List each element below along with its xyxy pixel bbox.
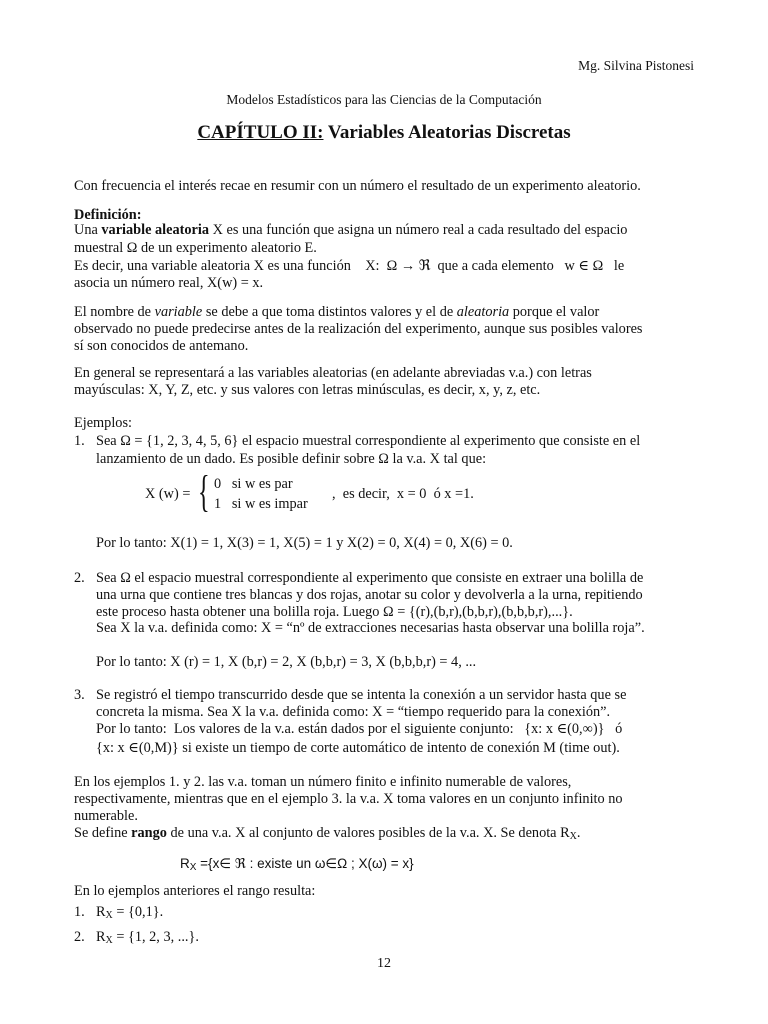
example-3-line-4: {x: x ∈(0,M)} si existe un tiempo de corte automático de intento de conexión M (time out). bbox=[96, 740, 620, 756]
intro-paragraph: Con frecuencia el interés recae en resumir con un número el resultado de un experimento aleatorio. bbox=[74, 178, 641, 194]
example-3-line-2: concreta la misma. Sea X la v.a. definida como: X = “tiempo requerido para la conexión”. bbox=[96, 704, 611, 720]
definition-line-4: asocia un número real, X(w) = x. bbox=[74, 275, 264, 291]
example-3-number: 3. bbox=[74, 687, 85, 703]
definition-line-2: muestral Ω de un experimento aleatorio E. bbox=[74, 240, 317, 256]
range-item-1-number: 1. bbox=[74, 904, 85, 920]
chapter-label: CAPÍTULO II: bbox=[197, 122, 324, 143]
example-2-result: Por lo tanto: X (r) = 1, X (b,r) = 2, X (b,b,r) = 3, X (b,b,b,r) = 4, ... bbox=[96, 654, 477, 670]
range-formula: $R_X$ ={x∈ ℜ : existe un ω∈Ω ; X(ω) = x} bbox=[180, 856, 414, 873]
formula-tail: , es decir, x = 0 ó x =1. bbox=[332, 486, 474, 502]
example-3-line-1: Se registró el tiempo transcurrido desde que se intenta la conexión a un servidor hasta que se bbox=[96, 687, 627, 703]
brace-symbol: { bbox=[198, 467, 210, 516]
example-2-line-4: Sea X la v.a. definida como: X = “nº de extracciones necesarias hasta observar una bolilla roja”. bbox=[96, 620, 645, 636]
examples-heading: Ejemplos: bbox=[74, 415, 132, 431]
author-name: Mg. Silvina Pistonesi bbox=[578, 58, 694, 73]
example-2-line-1: Sea Ω el espacio muestral correspondiente al experimento que consiste en extraer una bolilla de bbox=[96, 570, 644, 586]
example-3-line-3: Por lo tanto: Los valores de la v.a. están dados por el siguiente conjunto: {x: x ∈(0,∞)} ó bbox=[96, 721, 623, 737]
formula-case-2: 1 si w es impar bbox=[214, 496, 308, 512]
example-1-number: 1. bbox=[74, 433, 85, 449]
definition-heading: Definición: bbox=[74, 207, 142, 223]
range-item-2: $R_X = \{1$, 2, 3, ...}. bbox=[96, 929, 199, 946]
variable-paragraph: El nombre de variable se debe a que toma distintos valores y el de aleatoria porque el valor observado no puede predecirse antes de la realización del experimento, aunque sus posibles valores sí son conocidos de antemano. bbox=[74, 304, 643, 354]
example-2-line-2: una urna que contiene tres blancas y dos rojas, anotar su color y devolverla a la urna, repitiendo bbox=[96, 587, 643, 603]
chapter-heading bbox=[0, 122, 768, 144]
range-examples-intro: En lo ejemplos anteriores el rango resulta: bbox=[74, 883, 316, 899]
formula-case-1: 0 si w es par bbox=[214, 476, 293, 492]
range-item-2-number: 2. bbox=[74, 929, 85, 945]
range-paragraph: En los ejemplos 1. y 2. las v.a. toman un número finito e infinito numerable de valores, respectivamente, mientras que en el ejemplo 3. la v.a. X toma valores en un conjunto infinito no numerable. Se define rango de una v.a. X al conjunto de valores posibles de la v.a. X. Se denota $R_X$. bbox=[74, 774, 623, 842]
example-2-line-3: este proceso hasta obtener una bolilla roja. Luego Ω = {(r),(b,r),(b,b,r),(b,b,b,r),...}. bbox=[96, 604, 573, 620]
example-2-number: 2. bbox=[74, 570, 85, 586]
page-number: 12 bbox=[377, 956, 391, 971]
example-1-line-1: Sea Ω = {1, 2, 3, 4, 5, 6} el espacio muestral correspondiente al experimento que consiste en el bbox=[96, 433, 641, 449]
example-1-result: Por lo tanto: X(1) = 1, X(3) = 1, X(5) = 1 y X(2) = 0, X(4) = 0, X(6) = 0. bbox=[96, 535, 513, 551]
range-item-1: $R_X = \{0,1\}$. bbox=[96, 904, 164, 921]
notation-paragraph: En general se representará a las variables aleatorias (en adelante abreviadas v.a.) con letras mayúsculas: X, Y, Z, etc. y sus valores con letras minúsculas, es decir, x, y, z, etc. bbox=[74, 365, 592, 398]
chapter-title: Variables Aleatorias Discretas bbox=[327, 122, 571, 143]
course-title: Modelos Estadísticos para las Ciencias de la Computación bbox=[226, 92, 542, 107]
example-1-line-2: lanzamiento de un dado. Es posible definir sobre Ω la v.a. X tal que: bbox=[96, 451, 487, 467]
formula-lhs: X (w) = bbox=[145, 486, 191, 502]
definition-line-1: Una variable aleatoria X es una función que asigna un número real a cada resultado del espacio bbox=[74, 222, 628, 238]
definition-line-3: Es decir, una variable aleatoria X es una función X: Ω → ℜ que a cada elemento w ∈ Ω le bbox=[74, 258, 625, 274]
